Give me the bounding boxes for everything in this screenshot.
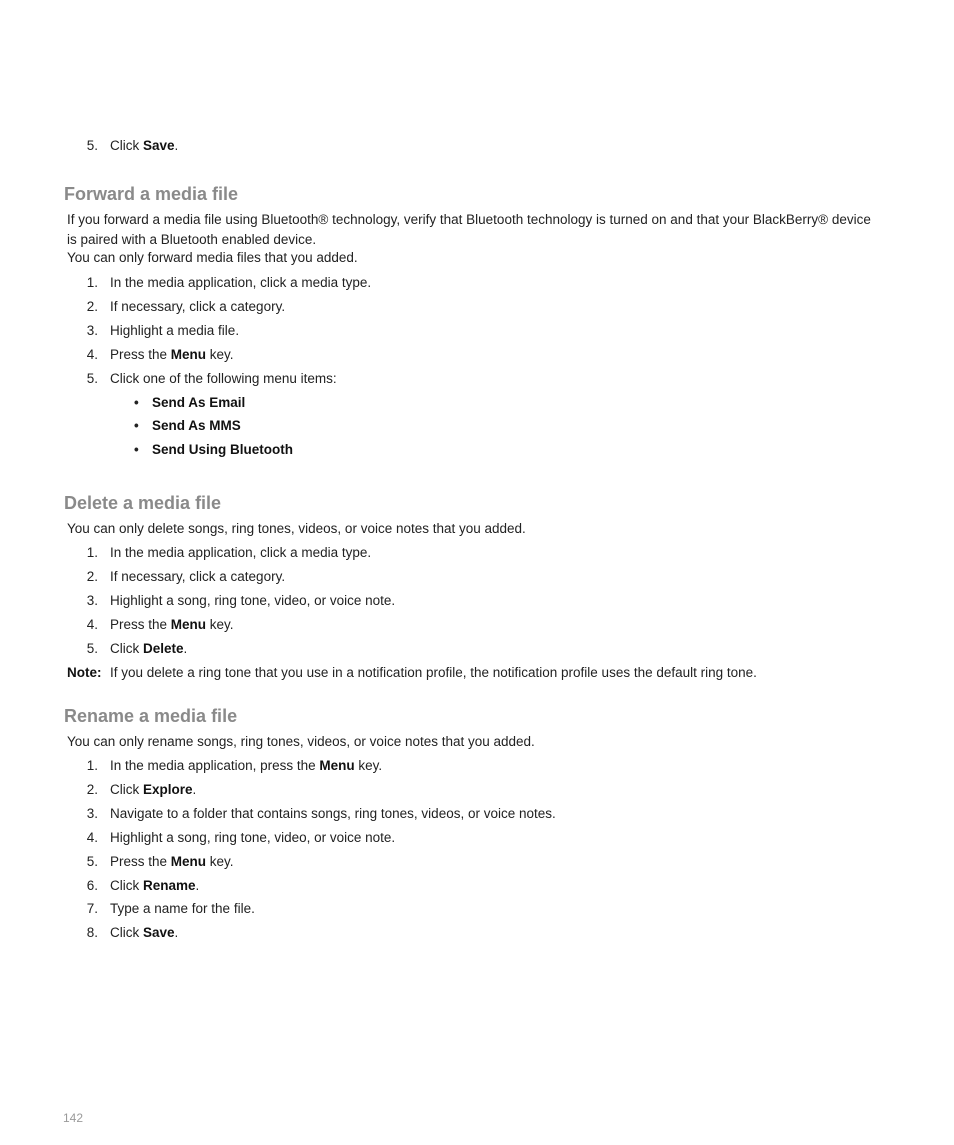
step-number: 3.	[86, 323, 98, 338]
step-number: 5.	[86, 371, 98, 386]
list-item	[0, 852, 954, 872]
list-item	[0, 591, 954, 611]
list-item	[0, 136, 954, 156]
delete-intro: You can only delete songs, ring tones, videos, or voice notes that you added.	[67, 521, 526, 536]
step-number: 6.	[86, 878, 98, 893]
step-text: In the media application, press the Menu key.	[110, 758, 383, 773]
step-number: 4.	[86, 347, 98, 362]
step-number: 5.	[86, 854, 98, 869]
step-text: Press the Menu key.	[110, 617, 234, 632]
list-item	[0, 828, 954, 848]
note	[0, 663, 954, 683]
step-number: 5.	[86, 641, 98, 656]
forward-intro-line-3: You can only forward media files that you added.	[67, 250, 358, 265]
page-number: 142	[63, 1111, 84, 1125]
note-label: Note:	[67, 665, 102, 680]
menu-item-bullet	[0, 416, 954, 436]
step-text: Click Save.	[110, 925, 179, 940]
step-number: 2.	[86, 299, 98, 314]
list-item	[0, 321, 954, 341]
step-text: If necessary, click a category.	[110, 569, 286, 584]
section-heading-delete: Delete a media file	[64, 493, 222, 513]
bullet-icon: •	[134, 442, 139, 457]
menu-item-bullet	[0, 393, 954, 413]
list-item	[0, 369, 954, 389]
step-text: Highlight a song, ring tone, video, or voice note.	[110, 830, 396, 845]
step-text: Click Save.	[110, 138, 179, 153]
step-text: Navigate to a folder that contains songs, ring tones, videos, or voice notes.	[110, 806, 556, 821]
list-item	[0, 567, 954, 587]
list-item	[0, 804, 954, 824]
step-text: Click Rename.	[110, 878, 200, 893]
forward-intro-line-1: If you forward a media file using Bluetooth® technology, verify that Bluetooth technology is turned on and that your BlackBerry® device	[67, 212, 871, 227]
step-text: Press the Menu key.	[110, 854, 234, 869]
step-text: If necessary, click a category.	[110, 299, 286, 314]
step-text: Press the Menu key.	[110, 347, 234, 362]
list-item	[0, 780, 954, 800]
list-item	[0, 345, 954, 365]
step-text: Click one of the following menu items:	[110, 371, 337, 386]
step-number: 1.	[86, 275, 98, 290]
step-number: 4.	[86, 830, 98, 845]
list-item	[0, 639, 954, 659]
step-text: Highlight a song, ring tone, video, or voice note.	[110, 593, 396, 608]
step-number: 1.	[86, 758, 98, 773]
rename-intro: You can only rename songs, ring tones, videos, or voice notes that you added.	[67, 734, 535, 749]
step-number: 5.	[86, 138, 98, 153]
step-number: 3.	[86, 593, 98, 608]
forward-intro	[67, 210, 897, 268]
list-item	[0, 756, 954, 776]
section-heading-rename: Rename a media file	[64, 706, 238, 726]
bullet-text: Send As MMS	[152, 418, 241, 433]
forward-intro-line-2: is paired with a Bluetooth enabled device.	[67, 231, 317, 247]
list-item	[0, 543, 954, 563]
list-item	[0, 615, 954, 635]
step-text: In the media application, click a media type.	[110, 275, 372, 290]
step-number: 2.	[86, 569, 98, 584]
step-number: 3.	[86, 806, 98, 821]
step-number: 8.	[86, 925, 98, 940]
list-item	[0, 899, 954, 919]
list-item	[0, 923, 954, 943]
step-text: Highlight a media file.	[110, 323, 240, 338]
step-text: Click Explore.	[110, 782, 197, 797]
step-text: In the media application, click a media type.	[110, 545, 372, 560]
menu-item-bullet	[0, 440, 954, 460]
step-number: 1.	[86, 545, 98, 560]
note-text: If you delete a ring tone that you use in a notification profile, the notification profile uses the default ring tone.	[110, 665, 757, 680]
bullet-icon: •	[134, 418, 139, 433]
step-text: Type a name for the file.	[110, 901, 255, 916]
step-number: 2.	[86, 782, 98, 797]
section-heading-forward: Forward a media file	[64, 184, 239, 204]
list-item	[0, 273, 954, 293]
list-item	[0, 876, 954, 896]
bullet-text: Send As Email	[152, 395, 246, 410]
bullet-icon: •	[134, 395, 139, 410]
step-text: Click Delete.	[110, 641, 188, 656]
step-number: 7.	[86, 901, 98, 916]
bullet-text: Send Using Bluetooth	[152, 442, 293, 457]
step-number: 4.	[86, 617, 98, 632]
list-item	[0, 297, 954, 317]
